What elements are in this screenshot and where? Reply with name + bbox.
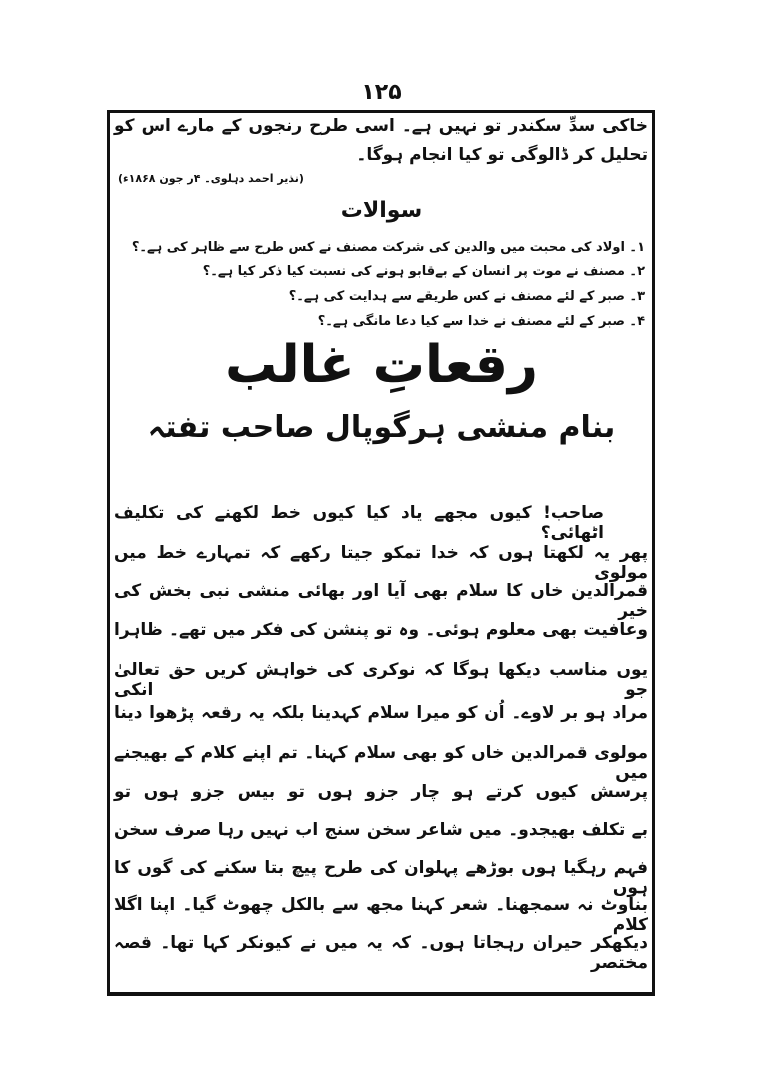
page-number: ۱۲۵ — [361, 80, 402, 105]
questions-heading: سوالات — [340, 198, 423, 223]
body-line: وعافیت بھی معلوم ہوئی۔ وہ تو پنشن کی فکر میں تھے۔ ظاہرا — [114, 620, 648, 640]
text-line: خاکی سدِّ سکندر تو نہیں ہے۔ اسی طرح رنجوں کے مارے اس کو — [114, 116, 648, 136]
section-subtitle: بنام منشی ہرگوپال صاحب تفتہ — [147, 410, 616, 445]
body-line: پرسش کیوں کرتے ہو چار جزو ہوں تو بیس جزو ہوں تو — [114, 782, 648, 802]
body-line: یوں مناسب دیکھا ہوگا کہ نوکری کی خواہش کریں حق تعالیٰ جو انکی — [114, 660, 648, 701]
section-title: رقعاتِ غالب — [225, 335, 538, 395]
body-line: بے تکلف بھیجدو۔ میں شاعر سخن سنج اب نہیں رہا صرف سخن — [114, 820, 648, 840]
question-item: ۱۔ اولاد کی محبت میں والدین کی شرکت مصنف نے کس طرح سے ظاہر کی ہے۔؟ — [131, 240, 645, 255]
body-line: صاحب! کیوں مجھے یاد کیا کیوں خط لکھنے کی تکلیف اٹھائی؟ — [114, 503, 604, 544]
body-line: بناوٹ نہ سمجھنا۔ شعر کہنا مجھ سے بالکل چھوٹ گیا۔ اپنا اگلا کلام — [114, 895, 648, 936]
question-item: ۲۔ مصنف نے موت پر انسان کے بےقابو ہونے کی نسبت کیا ذکر کیا ہے۔؟ — [202, 264, 645, 279]
question-item: ۴۔ صبر کے لئے مصنف نے خدا سے کیا دعا مانگی ہے۔؟ — [317, 314, 645, 329]
body-line: قمرالدین خاں کا سلام بھی آیا اور بھائی منشی نبی بخش کی خیر — [114, 581, 648, 622]
body-line: پھر یہ لکھتا ہوں کہ خدا تمکو جیتا رکھے کہ تمہارے خط میں مولوی — [114, 543, 648, 584]
body-line: مراد ہو بر لاوے۔ اُن کو میرا سلام کہدینا بلکہ یہ رقعہ پڑھوا دینا — [114, 703, 648, 723]
body-line: فہم رہگیا ہوں بوڑھے پہلوان کی طرح پیچ بتا سکنے کی گوں کا ہوں — [114, 858, 648, 899]
text-line: تحلیل کر ڈالوگی تو کیا انجام ہوگا۔ — [356, 145, 648, 165]
citation: (نذیر احمد دہلوی۔ ۴ر جون ۱۸۶۸ء) — [118, 172, 304, 185]
body-line: مولوی قمرالدین خاں کو بھی سلام کہنا۔ تم اپنے کلام کے بھیجنے میں — [114, 743, 648, 784]
body-line: دیکھکر حیران رہجاتا ہوں۔ کہ یہ میں نے کیونکر کہا تھا۔ قصہ مختصر — [114, 933, 648, 974]
question-item: ۳۔ صبر کے لئے مصنف نے کس طریقے سے ہدایت کی ہے۔؟ — [288, 289, 645, 304]
